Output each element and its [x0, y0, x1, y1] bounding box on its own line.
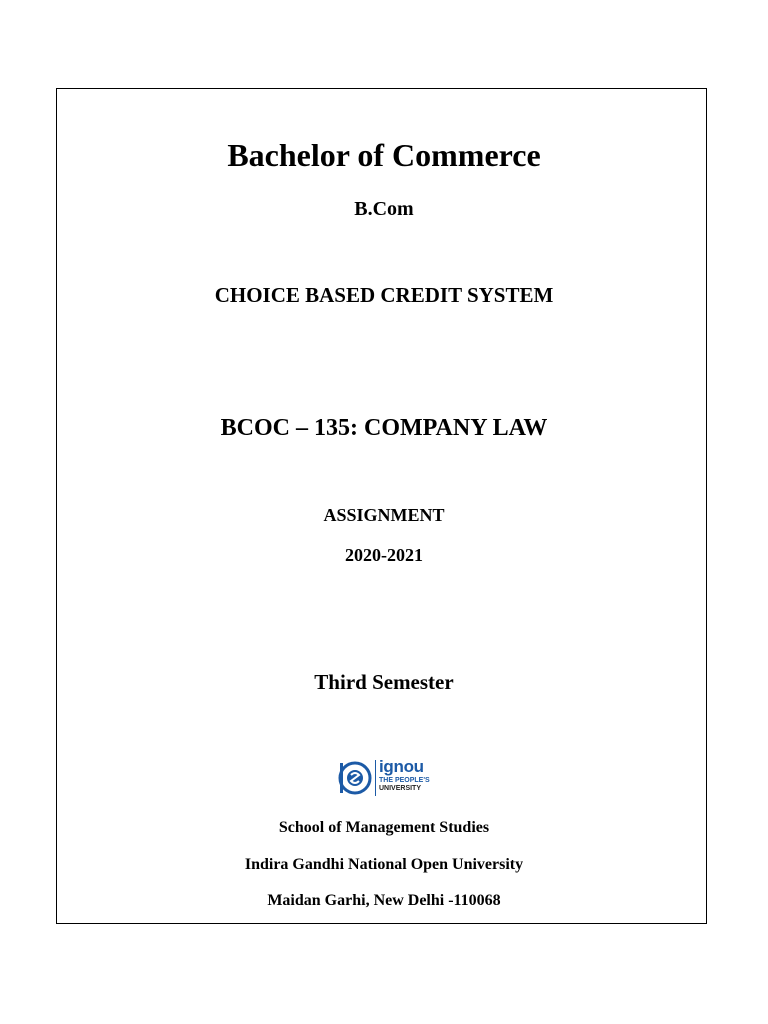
logo-tagline-line-2: UNIVERSITY: [379, 785, 422, 792]
university-name: Indira Gandhi National Open University: [244, 856, 524, 873]
semester-label: Third Semester: [314, 670, 454, 694]
ignou-logo: [337, 758, 432, 798]
assignment-label: ASSIGNMENT: [323, 505, 445, 525]
university-address: Maidan Garhi, New Delhi -110068: [267, 892, 501, 909]
document-title: Bachelor of Commerce: [227, 137, 541, 173]
logo-wordmark: ignou: [379, 757, 424, 776]
school-name: School of Management Studies: [278, 819, 490, 836]
academic-year: 2020-2021: [345, 545, 423, 565]
logo-tagline: [379, 777, 430, 793]
credit-system-heading: CHOICE BASED CREDIT SYSTEM: [214, 283, 554, 307]
logo-tagline-line-1: THE PEOPLE'S: [379, 777, 430, 784]
logo-divider: [375, 760, 376, 796]
ignou-emblem-icon: [337, 759, 373, 797]
degree-abbreviation: B.Com: [354, 198, 414, 220]
course-title: BCOC – 135: COMPANY LAW: [220, 415, 548, 441]
